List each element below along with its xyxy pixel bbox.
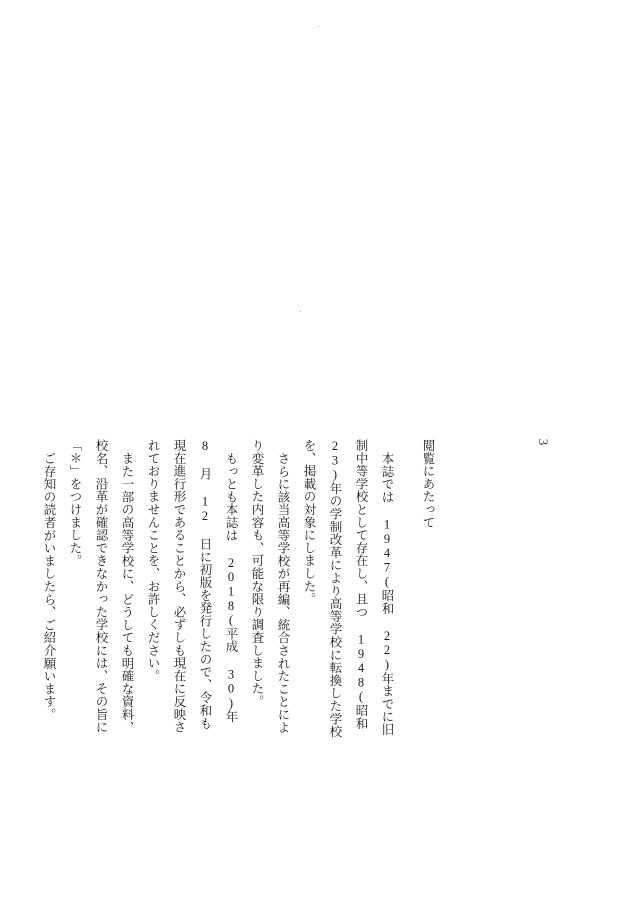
scan-artifact [318,26,319,27]
paragraph-first-edition: もっとも本誌は 2018(平成 30)年 8 月 12 日に初版を発行したので、令和も現在進行形であることから、必ずしも現在に反映されておりませんことを、お許しください。 [146,439,238,734]
paragraph-request: ご存知の読者がいましたら、ご紹介願います。 [42,451,56,721]
page-number: 3 [536,438,551,446]
vertical-body-text [42,439,441,739]
paragraph-scope: 本誌では 1947(昭和 22)年までに旧制中等学校として存在し、且つ 1948(昭和 23)年の学制改革により高等学校に転換した学校を、掲載の対象にしました。 [302,439,394,738]
paragraph-asterisk-note: また一部の高等学校に、どうしても明確な資料、校名、沿革が確認できなかった学校には、その旨に「＊」をつけました。 [68,439,134,734]
scan-artifact [300,311,301,312]
paragraph-reorganization: さらに該当高等学校が再編、統合されたことにより変革した内容も、可能な限り調査しました。 [250,439,290,734]
section-heading: 閲覧にあたって [421,439,435,529]
